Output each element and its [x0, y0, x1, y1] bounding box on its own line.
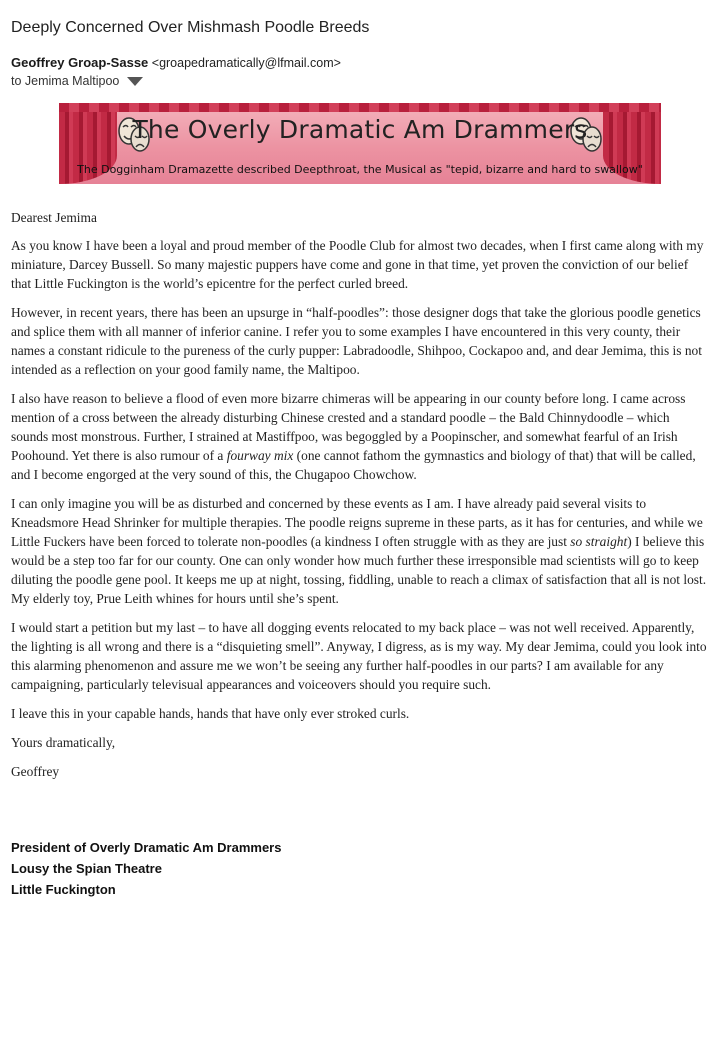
- italic-text: fourway mix: [226, 448, 294, 463]
- text-run: I can only imagine you will be as disturbed and concerned by these events as I am. I have already paid several visits to Kneadsmore Head Shrinker for multiple therapies. The poodle reigns supreme in these parts, as it has for centuries, and while we Little Fuckers have been forced to tolerate non-poodles (a kindness I often struggle with as they are just: [11, 496, 703, 549]
- signature-line: Lousy the Spian Theatre: [11, 861, 162, 876]
- body-paragraph: As you know I have been a loyal and proud member of the Poodle Club for almost two decades, when I first came along with my miniature, Darcey Bussell. So many majestic puppers have come and gone in that time, yet proven the conviction of our belief that Little Fuckington is the world’s epicentre for the perfect curled breed.: [11, 238, 704, 291]
- sender-line: [11, 55, 341, 70]
- body-paragraph: I leave this in your capable hands, hands that have only ever stroked curls.: [11, 706, 410, 721]
- signature-line: President of Overly Dramatic Am Drammers: [11, 840, 282, 855]
- body-paragraph: I would start a petition but my last – to have all dogging events relocated to my back place – was not well received. Apparently, the lighting is all wrong and there is a “disquieting smell”. Anyway, I digress, as is my way. My dear Jemima, could you look into this alarming phenomenon and assure me we won’t be seeing any further half-poodles in our parts? I am available for any campaigning, particularly televisual appearances and voiceovers should you require such.: [11, 620, 707, 692]
- body-paragraph: [11, 389, 707, 484]
- curtain-valance: [59, 103, 661, 112]
- closing: Yours dramatically,: [11, 735, 116, 750]
- italic-text: so straight: [570, 534, 628, 549]
- salutation: Dearest Jemima: [11, 210, 97, 225]
- email-body: [11, 208, 707, 791]
- text-run: (one cannot fathom the gymnastics and biology of that) that will be called, and I become engorged at the very sound of this, the Chugapoo Chowchow.: [11, 448, 696, 482]
- sender-name[interactable]: Geoffrey Groap-Sasse: [11, 55, 149, 70]
- banner-tagline: The Dogginham Dramazette described Deepthroat, the Musical as "tepid, bizarre and hard to swallow": [77, 163, 643, 176]
- banner-title: The Overly Dramatic Am Drammers: [132, 115, 588, 144]
- signature-line: Little Fuckington: [11, 882, 116, 897]
- recipient-label: to Jemima Maltipoo: [11, 74, 120, 88]
- signoff: Geoffrey: [11, 764, 60, 779]
- theatre-banner-image: [59, 103, 661, 184]
- body-paragraph: [11, 494, 707, 608]
- recipient-details-dropdown-icon[interactable]: [127, 77, 143, 86]
- body-paragraph: However, in recent years, there has been an upsurge in “half-poodles”: those designer dogs that take the glorious poodle genetics and splice them with all manner of inferior canine. I refer you to some examples I have encountered in this very county, their names a constant ridicule to the pureness of the curly pupper: Labradoodle, Shihpoo, Cockapoo and, and dear Jemima, this is not intended as a reflection on your good family name, the Maltipoo.: [11, 305, 702, 377]
- recipient-line: [11, 74, 143, 88]
- email-subject: Deeply Concerned Over Mishmash Poodle Breeds: [11, 19, 370, 36]
- sender-email[interactable]: <groapedramatically@lfmail.com>: [151, 56, 341, 70]
- email-signature: [11, 837, 281, 900]
- text-run: I also have reason to believe a flood of even more bizarre chimeras will be appearing in our county before long. I came across mention of a cross between the already disturbing Chinese crested and a standard poodle – the Bald Chinnydoodle – which sounds most monstrous. Further, I strained at Mastiffpoo, was begoggled by a Poopinscher, and somewhat fearful of an Irish Poohound. Yet there is also rumour of a: [11, 391, 686, 463]
- text-run: ) I believe this would be a step too far for our county. One can only wonder how much further these irresponsible mad scientists will go to keep diluting the poodle gene pool. It keeps me up at night, tossing, fiddling, unable to reach a climax of satisfaction that all is not lost. My elderly toy, Prue Leith whines for hours until she’s spent.: [11, 534, 707, 606]
